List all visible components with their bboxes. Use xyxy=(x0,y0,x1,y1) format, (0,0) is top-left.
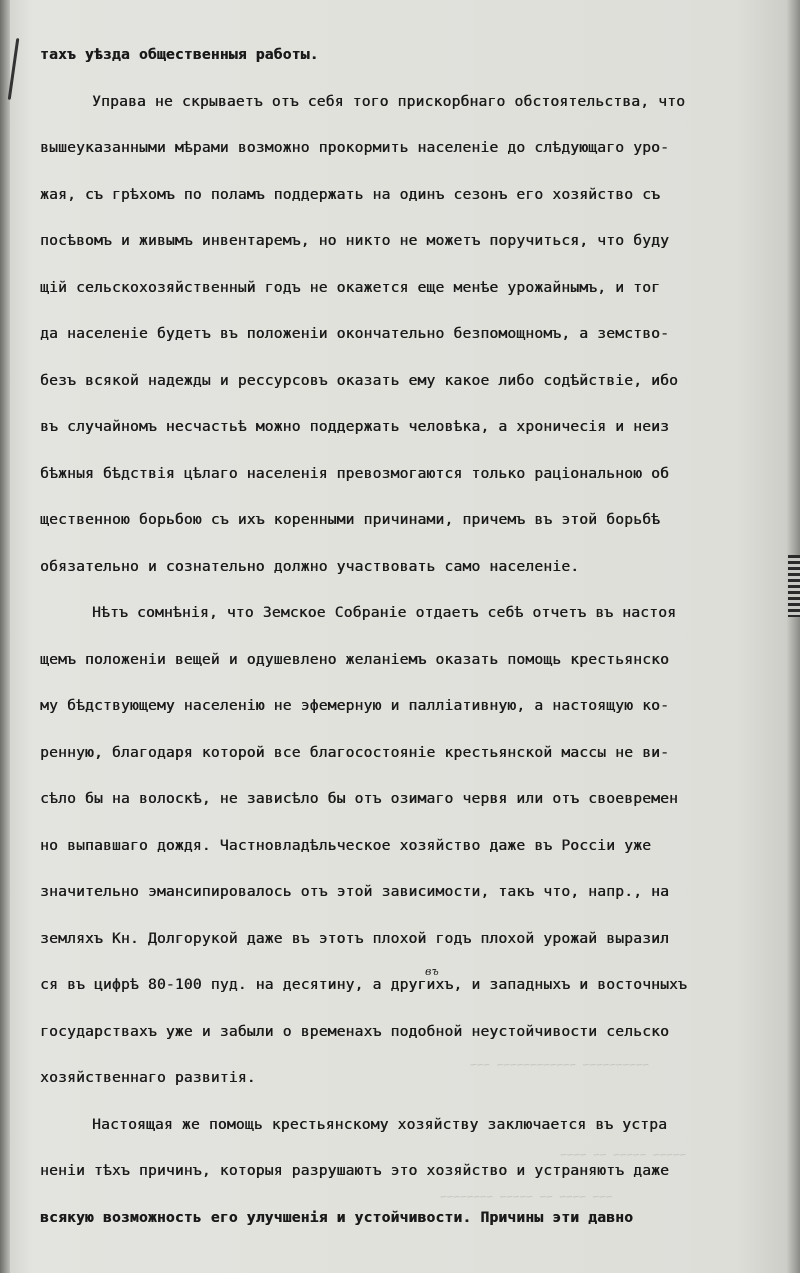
text-line: обязательно и сознательно должно участвовать само населеніе. xyxy=(40,557,580,575)
show-through-text: ~~~ ~~~~ ~~ ~~~~~ ~~~~~~~~ xyxy=(440,1190,613,1203)
text-line: всякую возможность его улучшенія и устойчивости. Причины эти давно xyxy=(40,1208,634,1226)
text-line: ренную, благодаря которой все благосостояніе крестьянской массы не ви- xyxy=(40,743,670,761)
binding-holes xyxy=(788,555,800,617)
text-line: безъ всякой надежды и рессурсовъ оказать ему какое либо содѣйствіе, ибо xyxy=(40,371,679,389)
text-line: му бѣдствующему населенію не эфемерную и палліативную, а настоящую ко- xyxy=(40,697,670,714)
text-line: хозяйственнаго развитія. xyxy=(40,1069,256,1086)
left-scan-edge xyxy=(0,0,10,1273)
text-line: но выпавшаго дождя. Частновладѣльческое хозяйство даже въ Россіи уже xyxy=(40,836,652,854)
text-line: вышеуказанными мѣрами возможно прокормить населеніе до слѣдующаго уро- xyxy=(40,139,670,156)
text-line: значительно эмансипировалось отъ этой зависимости, такъ что, напр., на xyxy=(40,883,670,900)
text-line: неніи тѣхъ причинъ, которыя разрушаютъ это хозяйство и устраняютъ даже xyxy=(40,1162,670,1179)
right-scan-edge xyxy=(786,0,800,1273)
text-line: въ случайномъ несчастьѣ можно поддержать человѣка, а хроничесія и неиз xyxy=(40,418,670,435)
text-line: земляхъ Кн. Долгорукой даже въ этотъ плохой годъ плохой урожай выразил xyxy=(40,929,670,947)
text-line: щественною борьбою съ ихъ коренными причинами, причемъ въ этой борьбѣ xyxy=(40,511,661,528)
show-through-text: ~~~~~ ~~~~~ ~~ ~~~~ xyxy=(560,1148,686,1161)
text-line: тахъ уѣзда общественныя работы. xyxy=(40,46,319,63)
text-line: да населеніе будетъ въ положеніи окончательно безпомощномъ, а земство- xyxy=(40,325,670,342)
text-line: государствахъ уже и забыли о временахъ подобной неустойчивости сельско xyxy=(40,1022,670,1040)
typewritten-text-body xyxy=(40,40,770,1249)
handwritten-annotation: въ xyxy=(425,965,439,978)
text-line: жая, съ грѣхомъ по поламъ поддержать на одинъ сезонъ его хозяйство съ xyxy=(40,185,661,203)
text-line: ся въ цифрѣ 80-100 пуд. на десятину, а другихъ, и западныхъ и восточныхъ xyxy=(40,976,688,993)
show-through-text: ~~~~~~~~~~ ~~~~~~~~~~~~ ~~~ xyxy=(470,1058,649,1071)
text-line: сѣло бы на волоскѣ, не зависѣло бы отъ озимаго червя или отъ своевремен xyxy=(40,790,679,807)
text-line: Нѣтъ сомнѣнія, что Земское Собраніе отдаетъ себѣ отчетъ въ настоя xyxy=(92,604,677,621)
text-line: щемъ положеніи вещей и одушевлено желаніемъ оказать помощь крестьянско xyxy=(40,650,670,668)
text-line: щій сельскохозяйственный годъ не окажется еще менѣе урожайнымъ, и тог xyxy=(40,278,661,296)
text-line: бѣжныя бѣдствія цѣлаго населенія превозмогаются только раціональною об xyxy=(40,464,670,482)
text-line: посѣвомъ и живымъ инвентаремъ, но никто не можетъ поручиться, что буду xyxy=(40,232,670,249)
text-line: Настоящая же помощь крестьянскому хозяйству заключается въ устра xyxy=(92,1115,668,1133)
text-line: Управа не скрываетъ отъ себя того прискорбнаго обстоятельства, что xyxy=(92,92,686,110)
